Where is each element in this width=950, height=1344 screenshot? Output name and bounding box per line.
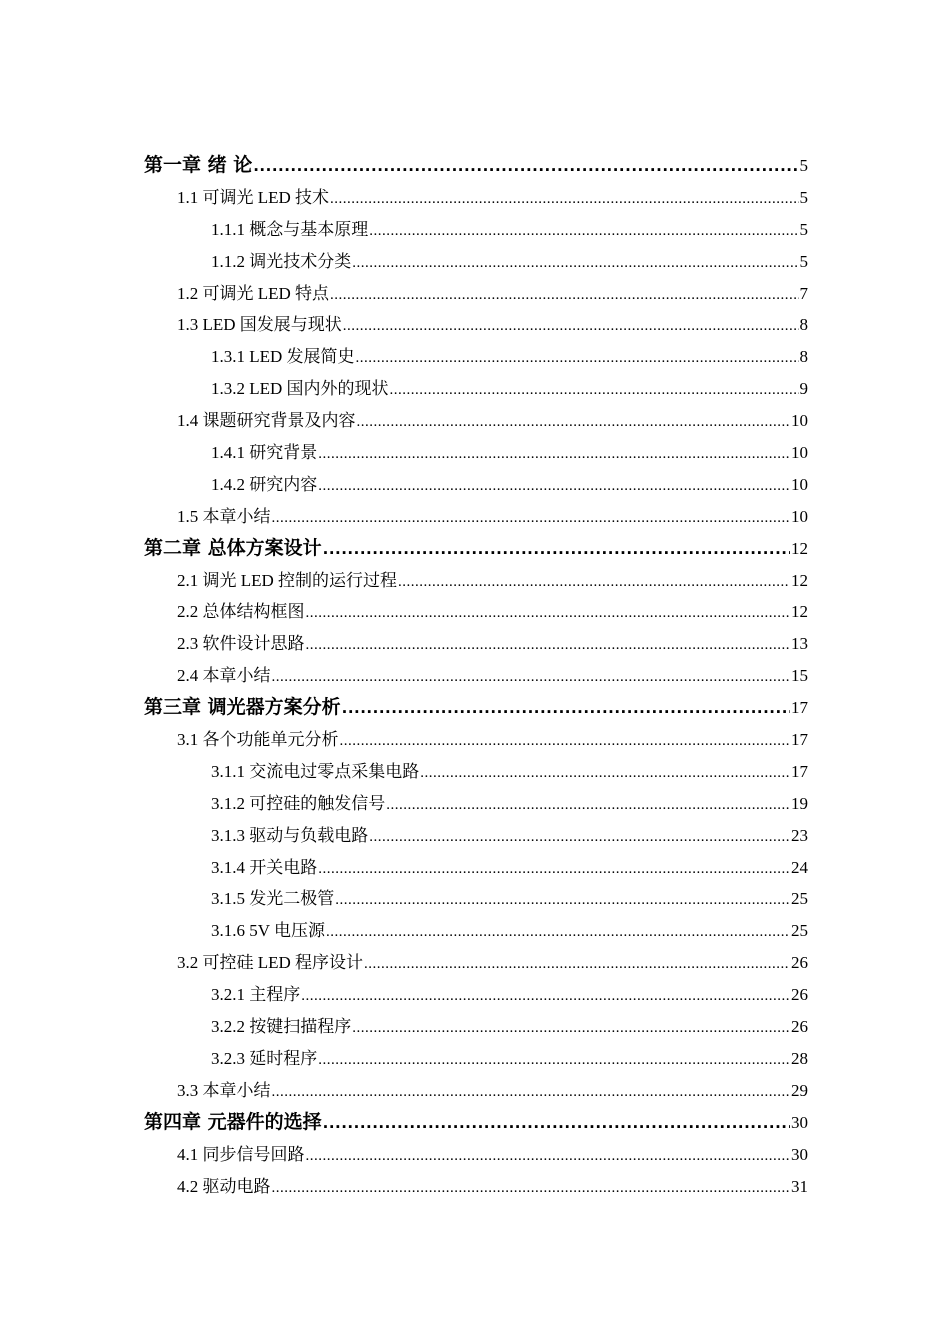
- toc-dot-leader: [323, 1108, 790, 1140]
- toc-page-number: 30: [791, 1112, 808, 1132]
- toc-section-entry[interactable]: [144, 947, 808, 979]
- toc-dot-leader: [318, 471, 790, 503]
- toc-page-number: 26: [791, 985, 808, 1005]
- toc-dot-leader: [306, 598, 791, 630]
- toc-entry-title: 3.1.4 开关电路: [211, 857, 318, 877]
- toc-dot-leader: [364, 949, 790, 981]
- toc-dot-leader: [335, 885, 790, 917]
- toc-entry-title: 3.3 本章小结: [177, 1080, 271, 1100]
- toc-section-entry[interactable]: [144, 1075, 808, 1107]
- toc-dot-leader: [272, 1077, 791, 1109]
- toc-page-number: 5: [799, 219, 808, 239]
- toc-entry-title: 2.4 本章小结: [177, 666, 271, 686]
- toc-entry-title: 1.4 课题研究背景及内容: [177, 411, 356, 431]
- toc-subsection-entry[interactable]: [144, 1043, 808, 1075]
- toc-subsection-entry[interactable]: [144, 341, 808, 373]
- toc-chapter-entry[interactable]: [144, 150, 808, 182]
- toc-dot-leader: [340, 726, 791, 758]
- toc-page-number: 8: [799, 347, 808, 367]
- toc-entry-title: 第二章 总体方案设计: [144, 536, 322, 559]
- toc-subsection-entry[interactable]: [144, 246, 808, 278]
- toc-page-number: 25: [791, 921, 808, 941]
- toc-page-number: 10: [791, 506, 808, 526]
- toc-dot-leader: [326, 917, 790, 949]
- toc-dot-leader: [301, 981, 790, 1013]
- toc-subsection-entry[interactable]: [144, 979, 808, 1011]
- toc-section-entry[interactable]: [144, 660, 808, 692]
- toc-page-number: 12: [791, 570, 808, 590]
- toc-entry-title: 3.2.3 延时程序: [211, 1048, 318, 1068]
- toc-dot-leader: [398, 567, 790, 599]
- toc-subsection-entry[interactable]: [144, 756, 808, 788]
- toc-section-entry[interactable]: [144, 309, 808, 341]
- toc-section-entry[interactable]: [144, 596, 808, 628]
- toc-subsection-entry[interactable]: [144, 820, 808, 852]
- toc-page-number: 5: [799, 187, 808, 207]
- toc-page-number: 26: [791, 953, 808, 973]
- toc-subsection-entry[interactable]: [144, 788, 808, 820]
- toc-dot-leader: [352, 248, 798, 280]
- toc-dot-leader: [306, 1141, 791, 1173]
- toc-dot-leader: [272, 503, 791, 535]
- toc-dot-leader: [318, 1045, 790, 1077]
- toc-entry-title: 3.1.5 发光二极管: [211, 889, 335, 909]
- toc-entry-title: 2.1 调光 LED 控制的运行过程: [177, 570, 398, 590]
- toc-page-number: 12: [791, 602, 808, 622]
- toc-dot-leader: [390, 375, 799, 407]
- toc-section-entry[interactable]: [144, 1139, 808, 1171]
- toc-dot-leader: [386, 790, 790, 822]
- toc-page-number: 29: [791, 1080, 808, 1100]
- toc-entry-title: 1.3 LED 国发展与现状: [177, 315, 342, 335]
- toc-page-number: 25: [791, 889, 808, 909]
- toc-page-number: 31: [791, 1176, 808, 1196]
- toc-entry-title: 1.4.1 研究背景: [211, 443, 318, 463]
- toc-dot-leader: [343, 311, 799, 343]
- toc-dot-leader: [420, 758, 790, 790]
- toc-entry-title: 2.2 总体结构框图: [177, 602, 305, 622]
- toc-page-number: 5: [799, 251, 808, 271]
- toc-entry-title: 3.1.6 5V 电压源: [211, 921, 325, 941]
- toc-section-entry[interactable]: [144, 278, 808, 310]
- toc-section-entry[interactable]: [144, 628, 808, 660]
- toc-subsection-entry[interactable]: [144, 915, 808, 947]
- toc-entry-title: 第三章 调光器方案分析: [144, 696, 341, 719]
- toc-page-number: 15: [791, 666, 808, 686]
- toc-entry-title: 3.2.1 主程序: [211, 985, 301, 1005]
- toc-page-number: 17: [791, 698, 808, 718]
- toc-dot-leader: [318, 439, 790, 471]
- toc-dot-leader: [369, 822, 790, 854]
- toc-dot-leader: [323, 534, 790, 566]
- toc-entry-title: 3.2 可控硅 LED 程序设计: [177, 953, 364, 973]
- toc-entry-title: 3.1.1 交流电过零点采集电路: [211, 761, 420, 781]
- toc-page-number: 10: [791, 411, 808, 431]
- toc-subsection-entry[interactable]: [144, 437, 808, 469]
- toc-subsection-entry[interactable]: [144, 852, 808, 884]
- toc-section-entry[interactable]: [144, 501, 808, 533]
- toc-entry-title: 4.2 驱动电路: [177, 1176, 271, 1196]
- toc-page-number: 9: [799, 379, 808, 399]
- toc-entry-title: 第一章 绪 论: [144, 154, 253, 176]
- toc-chapter-entry[interactable]: [144, 533, 808, 565]
- toc-page-number: 30: [791, 1144, 808, 1164]
- toc-page-number: 8: [799, 315, 808, 335]
- toc-entry-title: 1.2 可调光 LED 特点: [177, 283, 330, 303]
- toc-entry-title: 1.4.2 研究内容: [211, 474, 318, 494]
- toc-dot-leader: [253, 151, 798, 183]
- toc-page-number: 7: [799, 283, 808, 303]
- toc-entry-title: 1.3.1 LED 发展简史: [211, 347, 355, 367]
- toc-page-number: 17: [791, 730, 808, 750]
- toc-dot-leader: [369, 216, 798, 248]
- toc-chapter-entry[interactable]: [144, 1107, 808, 1139]
- toc-chapter-entry[interactable]: [144, 692, 808, 724]
- toc-entry-title: 1.1.1 概念与基本原理: [211, 219, 369, 239]
- toc-page-number: 12: [791, 538, 808, 558]
- toc-entry-title: 1.1 可调光 LED 技术: [177, 187, 330, 207]
- toc-subsection-entry[interactable]: [144, 214, 808, 246]
- toc-section-entry[interactable]: [144, 565, 808, 597]
- toc-subsection-entry[interactable]: [144, 1011, 808, 1043]
- toc-dot-leader: [272, 662, 791, 694]
- toc-dot-leader: [357, 407, 791, 439]
- toc-page-number: 5: [799, 156, 808, 175]
- toc-page-number: 17: [791, 761, 808, 781]
- toc-entry-title: 2.3 软件设计思路: [177, 634, 305, 654]
- toc-dot-leader: [356, 343, 799, 375]
- toc-dot-leader: [318, 854, 790, 886]
- toc-section-entry[interactable]: [144, 405, 808, 437]
- toc-entry-title: 1.5 本章小结: [177, 506, 271, 526]
- toc-section-entry[interactable]: [144, 1171, 808, 1203]
- toc-page-number: 26: [791, 1017, 808, 1037]
- toc-page-number: 10: [791, 474, 808, 494]
- table-of-contents: [144, 150, 808, 1202]
- toc-dot-leader: [352, 1013, 790, 1045]
- toc-subsection-entry[interactable]: [144, 883, 808, 915]
- toc-entry-title: 1.1.2 调光技术分类: [211, 251, 352, 271]
- toc-page-number: 24: [791, 857, 808, 877]
- toc-section-entry[interactable]: [144, 182, 808, 214]
- toc-entry-title: 第四章 元器件的选择: [144, 1110, 322, 1133]
- toc-page-number: 13: [791, 634, 808, 654]
- toc-dot-leader: [306, 630, 791, 662]
- toc-entry-title: 3.2.2 按键扫描程序: [211, 1017, 352, 1037]
- toc-dot-leader: [342, 693, 790, 725]
- toc-subsection-entry[interactable]: [144, 373, 808, 405]
- toc-entry-title: 1.3.2 LED 国内外的现状: [211, 379, 389, 399]
- toc-entry-title: 3.1.3 驱动与负载电路: [211, 825, 369, 845]
- toc-dot-leader: [272, 1173, 791, 1205]
- toc-page-number: 19: [791, 793, 808, 813]
- toc-page-number: 23: [791, 825, 808, 845]
- toc-entry-title: 4.1 同步信号回路: [177, 1144, 305, 1164]
- toc-entry-title: 3.1.2 可控硅的触发信号: [211, 793, 386, 813]
- toc-dot-leader: [330, 280, 798, 312]
- toc-page-number: 10: [791, 443, 808, 463]
- toc-section-entry[interactable]: [144, 724, 808, 756]
- toc-dot-leader: [330, 184, 798, 216]
- toc-subsection-entry[interactable]: [144, 469, 808, 501]
- toc-entry-title: 3.1 各个功能单元分析: [177, 730, 339, 750]
- toc-page-number: 28: [791, 1048, 808, 1068]
